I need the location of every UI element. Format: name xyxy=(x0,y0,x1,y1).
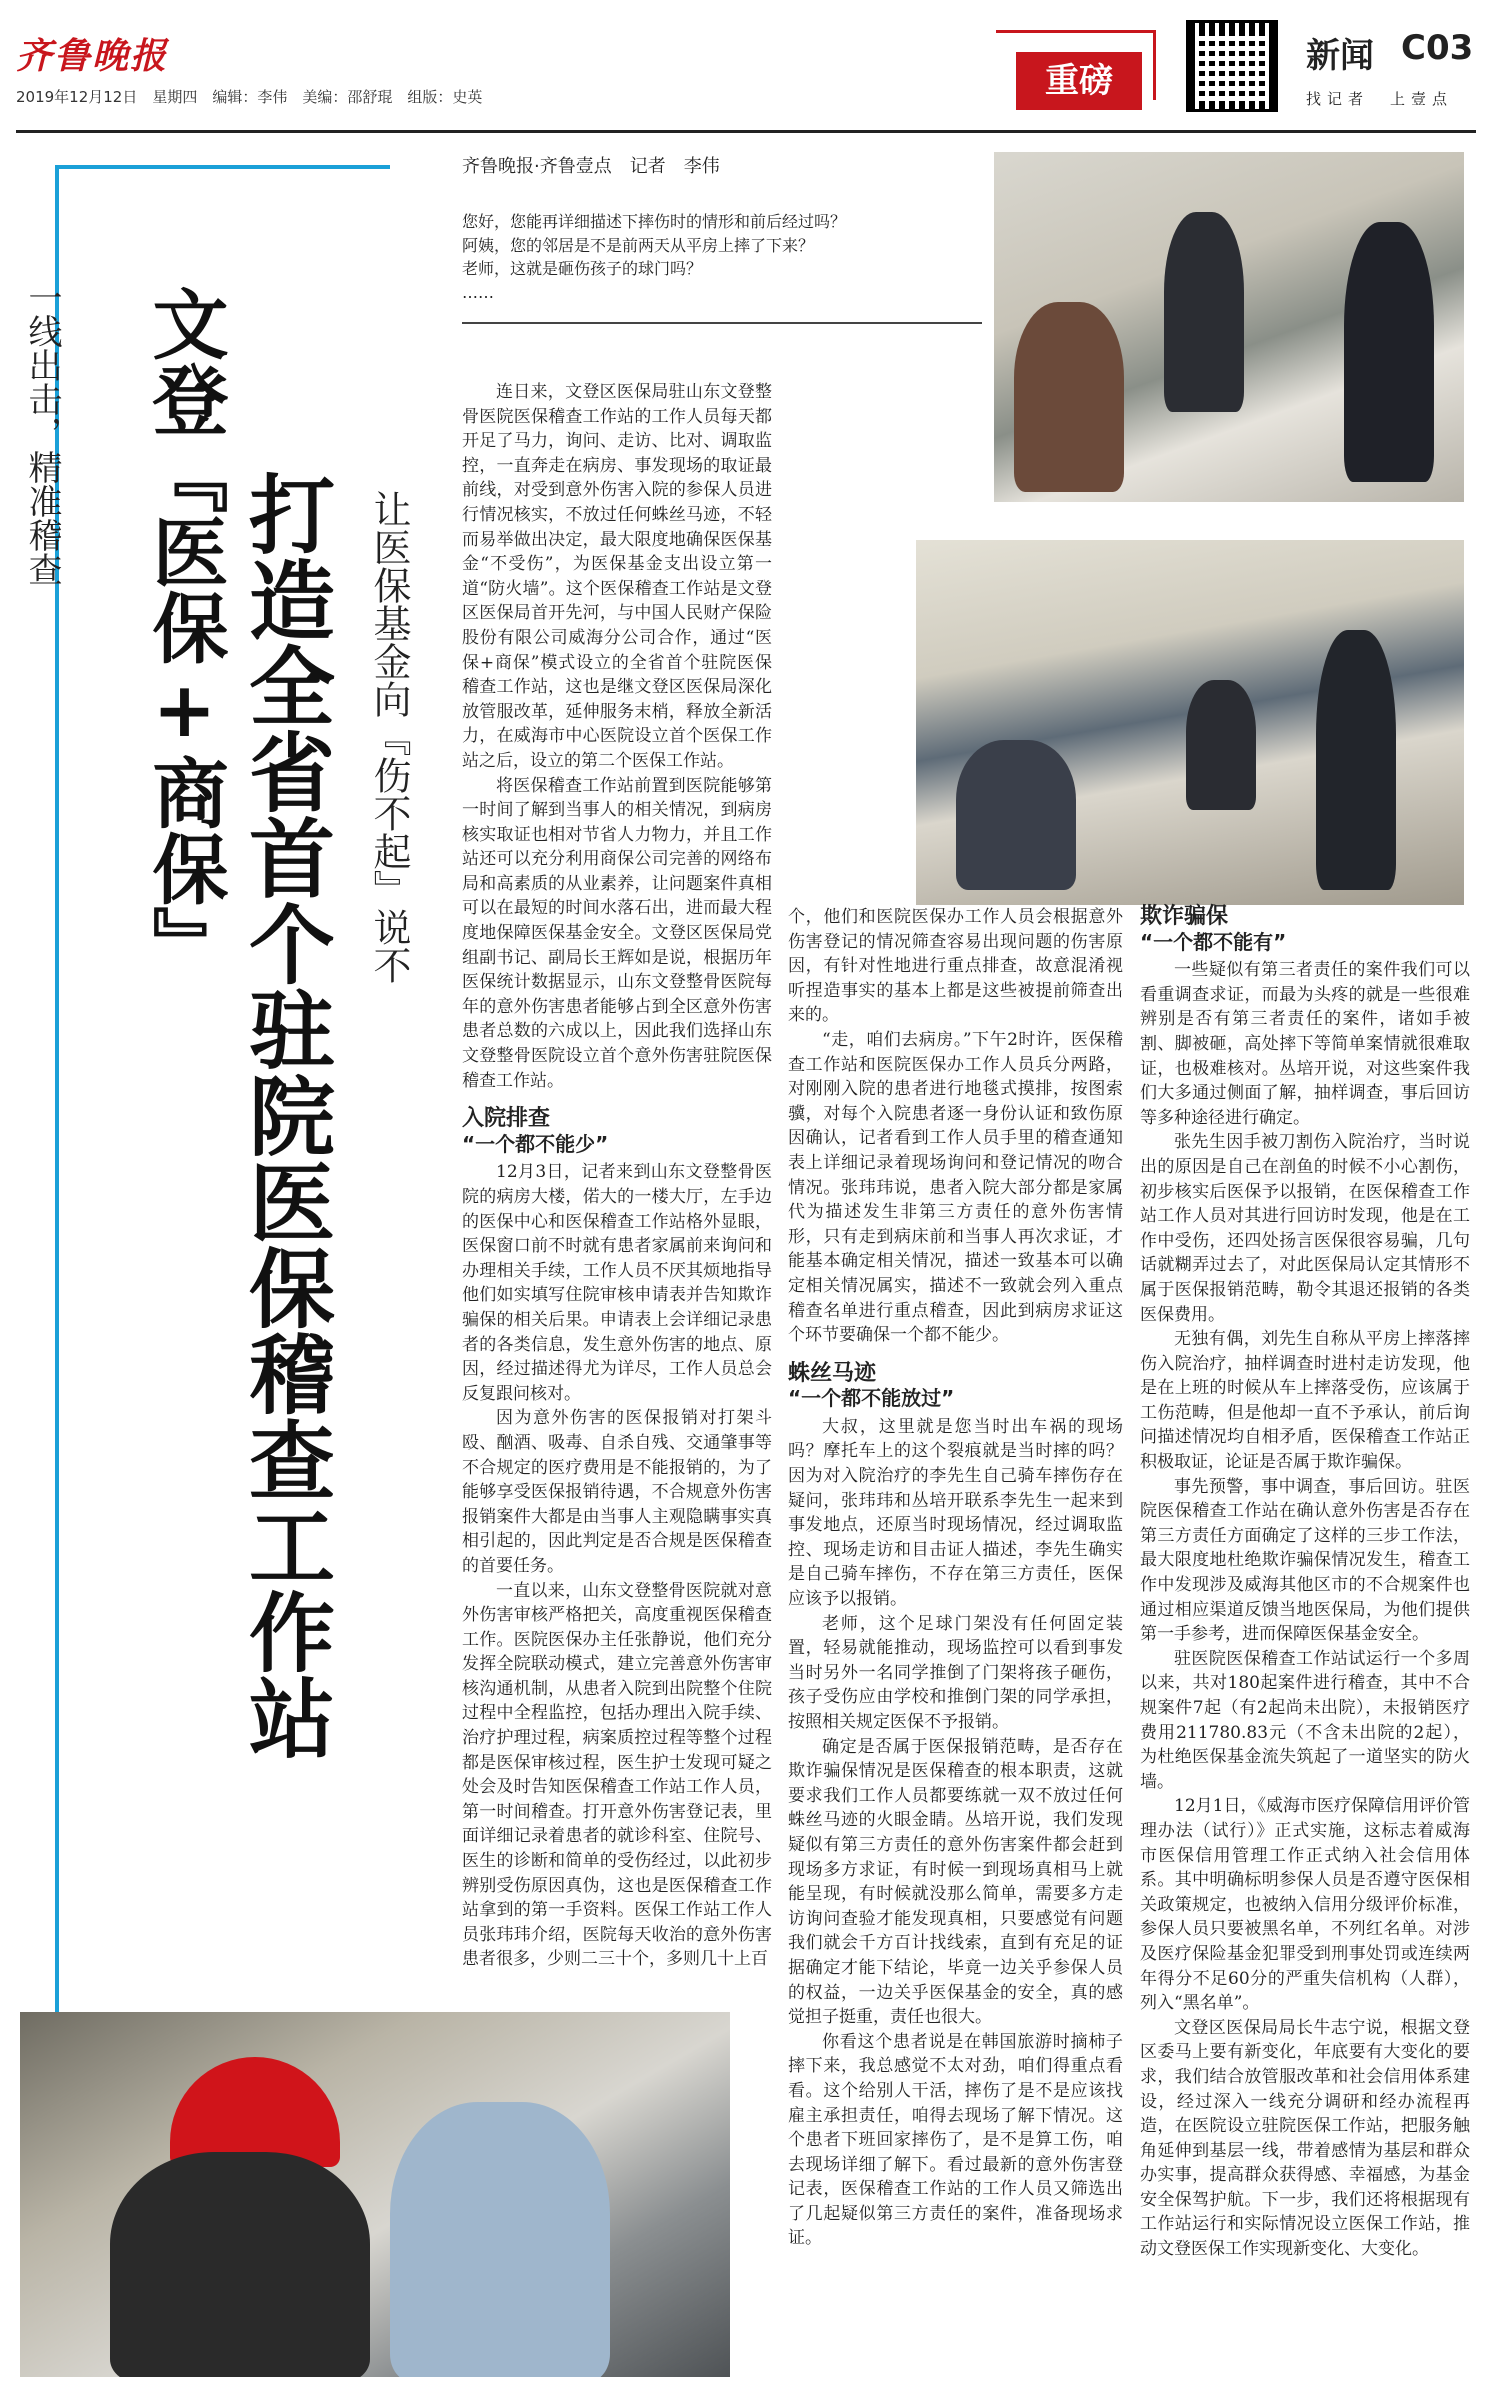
section-subheading: “一个都不能放过” xyxy=(788,1386,955,1411)
paragraph: 将医保稽查工作站前置到医院能够第一时间了解到当事人的相关情况，到病房核实取证也相对节省人力物力，并且工作站还可以充分利用商保公司完善的网络布局和高素质的从业素养，让问题案件真相可以在最短的时间水落石出，进而最大程度地保障医保基金安全。文登区医保局党组副书记、副局长王辉如是说，根据历年医保统计数据显示，山东文登整骨医院每年的意外伤害患者能够占到全区意外伤害患者总数的六成以上，因此我们选择山东文登整骨医院设立首个意外伤害驻院医保稽查工作站。 xyxy=(462,775,772,1091)
article-column-2 xyxy=(788,905,1123,2251)
section-heading: 入院排查 xyxy=(462,1106,551,1132)
intro-line: 阿姨，您的邻居是不是前两天从平房上摔了下来？ xyxy=(462,235,815,255)
photo-office-meeting xyxy=(916,540,1464,905)
newspaper-logo: 齐鲁晚报 xyxy=(16,35,169,77)
reporter-contact: 找记者 上壹点 xyxy=(1306,90,1454,108)
paragraph: 一直以来，山东文登整骨医院就对意外伤害审核严格把关，高度重视医保稽查工作。医院医保办主任张静说，他们充分发挥全院联动模式，建立完善意外伤害审核沟通机制，从患者入院到出院整个住院过程中全程监控，包括办理出入院手续、治疗护理过程，病案质控过程等整个过程都是医保审核过程，医生护士发现可疑之处会及时告知医保稽查工作站工作人员，第一时间稽查。打开意外伤害登记表，里面详细记录着患者的就诊科室、住院号、医生的诊断和简单的受伤经过，以此初步辨别受伤原因真伪，这也是医保稽查工作站拿到的第一手资料。医保工作站工作人员张玮玮介绍，医院每天收治的意外伤害患者很多，少则二三十个，多则几十上百 xyxy=(462,1580,772,1970)
hardhat-shape xyxy=(170,2057,340,2167)
intro-line: 老师，这就是砸伤孩子的球门吗？ xyxy=(462,259,703,278)
paragraph: “走，咱们去病房。”下午2时许，医保稽查工作站和医院医保办工作人员兵分两路，对刚刚入院的患者进行地毯式摸排，按图索骥，对每个入院患者逐一身份认证和致伤原因确认，记者看到工作人员手里的稽查通知表上详细记录着现场询问和登记情况的吻合情况。张玮玮说，患者入院大部分都是家属代为描述发生非第三方责任的意外伤害情形，只有走到病床前和当事人再次求证，才能基本确定相关情况，描述一致基本可以确定相关情况属实，描述不一致就会列入重点稽查名单进行重点稽查，因此到病房求证这个环节要确保一个都不能少。 xyxy=(788,1029,1123,1346)
headline-deck: 让医保基金向『伤不起』说不 xyxy=(367,490,411,984)
headline-main: 打造全省首个驻院医保稽查工作站 xyxy=(234,470,334,1760)
paragraph: 文登区医保局局长牛志宁说，根据文登区委马上要有新变化，年底要有大变化的要求，我们结合放管服改革和社会信用体系建设，经过深入一线充分调研和经办流程再造，在医院设立驻院医保工作站，把服务触角延伸到基层一线，带着感情为基层和群众办实事，提高群众获得感、幸福感，为基金安全保驾护航。下一步，我们还将根据现有工作站运行和实际情况设立医保工作站，推动文登医保工作实现新变化、大变化。 xyxy=(1140,2017,1470,2260)
paragraph: 驻医院医保稽查工作站试运行一个多周以来，共对180起案件进行稽查，其中不合规案件7起（有2起尚未出院），未报销医疗费用211780.83元（不含未出院的2起），为杜绝医保基金流失筑起了一道坚实的防火墙。 xyxy=(1140,1648,1470,1792)
paragraph: 确定是否属于医保报销范畴，是否存在欺诈骗保情况是医保稽查的根本职责，这就要求我们工作人员都要练就一双不放过任何蛛丝马迹的火眼金睛。丛培开说，我们发现疑似有第三方责任的意外伤害案件都会赶到现场多方求证，有时候一到现场真相马上就能呈现，有时候就没那么简单，需要多方走访询问查验才能发现真相，只要感觉有问题我们就会千方百计找线索，直到有充足的证据确定才能下结论，毕竟一边关乎参保人员的权益，一边关乎医保基金的安全，真的感觉担子挺重，责任也很大。 xyxy=(788,1736,1123,2028)
paragraph: 个，他们和医院医保办工作人员会根据意外伤害登记的情况筛查容易出现问题的伤害原因，有针对性地进行重点排查，故意混淆视听捏造事实的基本上都是这些被提前筛查出来的。 xyxy=(788,907,1123,1026)
paragraph: 老师，这个足球门架没有任何固定装置，轻易就能推动，现场监控可以看到事发当时另外一名同学推倒了门架将孩子砸伤，孩子受伤应由学校和推倒门架的同学承担，按照相关规定医保不予报销。 xyxy=(788,1613,1123,1732)
intro-line: 您好，您能再详细描述下摔伤时的情形和前后经过吗？ xyxy=(462,212,847,231)
paragraph: 12月1日，《威海市医疗保障信用评价管理办法（试行）》正式实施，这标志着威海市医保信用管理工作正式纳入社会信用体系。其中明确标明参保人员是否遵守医保相关政策规定，也被纳入信用分级评价标准，参保人员只要被黑名单，不列红名单。对涉及医疗保险基金犯罪受到刑事处罚或连续两年得分不足60分的严重失信机构（人群），列入“黑名单”。 xyxy=(1140,1796,1470,2014)
paragraph: 事先预警，事中调查，事后回访。驻医院医保稽查工作站在确认意外伤害是否存在第三方责任方面确定了这样的三步工作法，最大限度地杜绝欺诈骗保情况发生，稽查工作中发现涉及威海其他区市的不合规案件也通过相应渠道反馈当地医保局，为他们提供第一手参考，进而保障医保基金安全。 xyxy=(1140,1476,1470,1645)
section-subheading: “一个都不能少” xyxy=(462,1131,609,1156)
photo-site-visit xyxy=(20,2012,730,2377)
intro-quotes xyxy=(462,210,982,304)
masthead-rule xyxy=(16,130,1476,133)
paragraph: 因为意外伤害的医保报销对打架斗殴、酗酒、吸毒、自杀自残、交通肇事等不合规定的医疗费用是不能报销的，为了能够享受医保报销待遇，不合规意外伤害报销案件大都是由当事人主观隐瞒事实真相引起的，因此判定是否合规是医保稽查的首要任务。 xyxy=(462,1408,772,1576)
qr-code-icon xyxy=(1186,20,1278,112)
headline-subtitle: 文登『医保+商保』 xyxy=(140,285,229,982)
intro-line: …… xyxy=(462,282,494,302)
section-tag: 重磅 xyxy=(1016,52,1142,110)
paragraph: 一些疑似有第三者责任的案件我们可以看重调查求证，而最为头疼的就是一些很难辨别是否有第三者责任的案件，诸如手被割、脚被砸，高处摔下等简单案情就很难取证，也极难核对。丛培开说，对这些案件我们大多通过侧面了解，抽样调查，事后回访等多种途径进行确定。 xyxy=(1140,960,1470,1128)
paragraph: 张先生因手被刀割伤入院治疗，当时说出的原因是自己在剖鱼的时候不小心割伤，初步核实后医保予以报销，在医保稽查工作站工作人员对其进行回访时发现，他是在工作中受伤，还四处扬言医保很容易骗，几句话就糊弄过去了，对此医保局认定其情形不属于医保报销范畴，勒令其退还报销的各类医保费用。 xyxy=(1140,1132,1470,1325)
masthead xyxy=(16,20,1476,110)
section-subheading: “一个都不能有” xyxy=(1140,929,1287,954)
intro-divider xyxy=(462,322,982,324)
paragraph: 无独有偶，刘先生自称从平房上摔落摔伤入院治疗，抽样调查时进村走访发现，他是在上班的时候从车上摔落受伤，应该属于工伤范畴，但是他却一直不予承认，前后询问描述情况均自相矛盾，医保稽查工作站正积极取证，论证是否属于欺诈骗保。 xyxy=(1140,1329,1470,1473)
article-column-1 xyxy=(462,380,772,1972)
paragraph: 你看这个患者说是在韩国旅游时摘柿子摔下来，我总感觉不太对劲，咱们得重点看看。这个给别人干活，摔伤了是不是应该找雇主承担责任，咱得去现场了解下情况。这个患者下班回家摔伤了，是不是算工伤，咱去现场详细了解下。看过最新的意外伤害登记表，医保稽查工作站的工作人员又筛选出了几起疑似第三方责任的案件，准备现场求证。 xyxy=(788,2031,1123,2249)
page-number: C03 xyxy=(1401,28,1474,68)
paragraph: 连日来，文登区医保局驻山东文登整骨医院医保稽查工作站的工作人员每天都开足了马力，询问、走访、比对、调取监控，一直奔走在病房、事发现场的取证最前线，对受到意外伤害入院的参保人员进行情况核实，不放过任何蛛丝马迹，不轻而易举做出决定，最大限度地确保医保基金“不受伤”，为医保基金支出设立第一道“防火墙”。这个医保稽查工作站是文登区医保局首开先河，与中国人民财产保险股份有限公司威海分公司合作，通过“医保+商保”模式设立的全省首个驻院医保稽查工作站，这也是继文登区医保局深化放管服改革，延伸服务末梢，释放全新活力，在威海市中心医院设立首个医保工作站之后，设立的第二个医保工作站。 xyxy=(462,382,772,771)
section-heading: 欺诈骗保 xyxy=(1140,904,1229,929)
section-name: 新闻 xyxy=(1306,36,1374,76)
photo-ward-interview xyxy=(994,152,1464,502)
paragraph: 12月3日，记者来到山东文登整骨医院的病房大楼，偌大的一楼大厅，左手边的医保中心和医保稽查工作站格外显眼，医保窗口前不时就有患者家属前来询问和办理相关手续，工作人员不厌其烦地指导他们如实填写住院审核申请表并告知欺诈骗保的相关后果。申请表上会详细记录患者的各类信息，发生意外伤害的地点、原因，经过描述得尤为详尽，工作人员总会反复跟问核对。 xyxy=(462,1162,772,1404)
section-heading: 蛛丝马迹 xyxy=(788,1360,877,1386)
byline: 齐鲁晚报·齐鲁壹点 记者 李伟 xyxy=(462,156,720,177)
article-column-3 xyxy=(1140,905,1470,2262)
paragraph: 大叔，这里就是您当时出车祸的现场吗？摩托车上的这个裂痕就是当时摔的吗？因为对入院治疗的李先生自己骑车摔伤存在疑问，张玮玮和丛培开联系李先生一起来到事发地点，还原当时现场情况，经过调取监控、现场走访和目击证人描述，李先生确实是自己骑车摔伤，不存在第三方责任，医保应该予以报销。 xyxy=(788,1416,1123,1610)
headline-kicker: 一线出击，精准稽查 xyxy=(22,280,62,586)
issue-meta: 2019年12月12日 星期四 编辑：李伟 美编：邵舒琨 组版：史英 xyxy=(16,88,483,106)
